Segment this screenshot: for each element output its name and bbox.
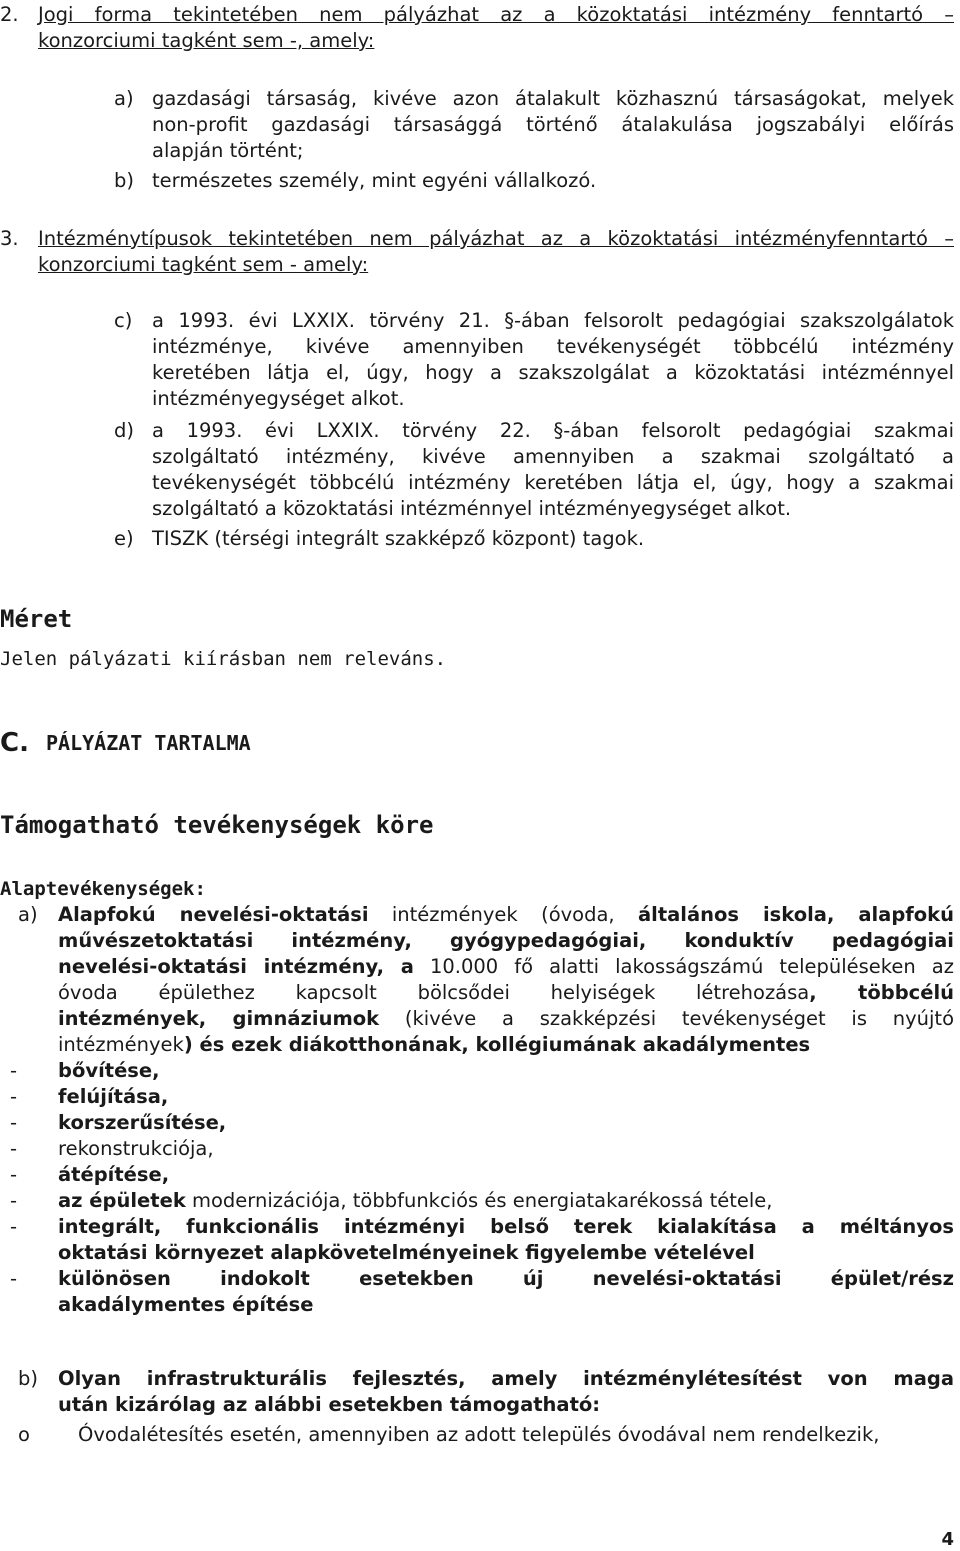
page-subheading: Támogatható tevékenységek köre	[0, 811, 434, 839]
list-item-text: TISZK (térségi integrált szakképző központ) tagok.	[152, 527, 645, 550]
plain-text: óvoda épülethez kapcsolt bölcsődei helyiségek létrehozása	[58, 981, 810, 1004]
bullet-text: Óvodalétesítés esetén, amennyiben az adott település óvodával nem rendelkezik,	[78, 1423, 880, 1446]
list-item-text: szolgáltató intézmény, kivéve amennyiben a szakmai szolgáltató a	[152, 445, 954, 468]
section-letter: C.	[0, 728, 29, 758]
dash-item: integrált, funkcionális intézményi belső terek kialakítása a méltányos	[58, 1215, 954, 1238]
list-label: a)	[114, 87, 134, 110]
list-item-text: intézménye, kivéve amennyiben tevékenységét többcélú intézmény	[152, 335, 954, 358]
dash-bullet: -	[10, 1163, 18, 1186]
plain-text: (kivéve a szakképzési tevékenységet is nyújtó	[379, 1007, 954, 1030]
item-2-heading-line2: konzorciumi tagként sem -, amely:	[38, 29, 375, 52]
bold-text: ) és ezek diákotthonának, kollégiumának akadálymentes	[183, 1033, 811, 1056]
alap-heading: Alaptevékenységek:	[0, 878, 206, 900]
list-label: a)	[18, 903, 38, 926]
dash-item-cont: akadálymentes építése	[58, 1293, 314, 1316]
dash-item	[58, 1188, 773, 1214]
list-item-text: gazdasági társaság, kivéve azon átalakult közhasznú társaságokat, melyek	[152, 87, 954, 110]
list-item-text: tevékenységét többcélú intézmény keretében látja el, úgy, hogy a szakmai	[152, 471, 954, 494]
dash-bullet: -	[10, 1215, 18, 1238]
alap-b-line1: Olyan infrastrukturális fejlesztés, amely intézménylétesítést von maga	[58, 1367, 954, 1390]
bold-text: intézmények, gimnáziumok	[58, 1007, 380, 1030]
dash-bullet: -	[10, 1137, 18, 1160]
dash-item: különösen indokolt esetekben új nevelési-oktatási épület/rész	[58, 1267, 954, 1290]
dash-item: átépítése,	[58, 1163, 170, 1186]
list-label: e)	[114, 527, 134, 550]
plain-text: 10.000 fő alatti lakosságszámú településeken az	[413, 955, 954, 978]
list-item-text: alapján történt;	[152, 139, 304, 162]
dash-item: bővítése,	[58, 1059, 160, 1082]
dash-bullet: -	[10, 1059, 18, 1082]
alap-a-line3	[58, 954, 954, 980]
alap-b-line2: után kizárólag az alábbi esetekben támogatható:	[58, 1393, 601, 1416]
list-item-text: a 1993. évi LXXIX. törvény 21. §-ában felsorolt pedagógiai szakszolgálatok	[152, 309, 954, 332]
dash-bullet: -	[10, 1085, 18, 1108]
list-label: b)	[114, 169, 134, 192]
dash-item: felújítása,	[58, 1085, 169, 1108]
list-item-text: a 1993. évi LXXIX. törvény 22. §-ában felsorolt pedagógiai szakmai	[152, 419, 954, 442]
list-label: c)	[114, 309, 133, 332]
meret-text: Jelen pályázati kiírásban nem releváns.	[0, 648, 447, 670]
list-label: d)	[114, 419, 134, 442]
alap-a-line4	[58, 980, 954, 1006]
item-2-heading-line1: Jogi forma tekintetében nem pályázhat az a közoktatási intézmény fenntartó –	[38, 3, 954, 26]
plain-text: modernizációja, többfunkciós és energiatakarékossá tétele,	[185, 1189, 773, 1212]
alap-a-line5	[58, 1006, 954, 1032]
alap-a-line2: művészetoktatási intézmény, gyógypedagógiai, konduktív pedagógiai	[58, 929, 954, 952]
section-title: PÁLYÁZAT TARTALMA	[46, 731, 251, 755]
dash-bullet: -	[10, 1111, 18, 1134]
bold-text: általános iskola, alapfokú	[637, 903, 955, 926]
list-item-text: keretében látja el, úgy, hogy a szakszolgálat a közoktatási intézménnyel	[152, 361, 954, 384]
page-number: 4	[941, 1529, 954, 1550]
dash-item: rekonstrukciója,	[58, 1137, 214, 1160]
alap-a-line6	[58, 1032, 810, 1058]
alap-a-line1	[58, 902, 954, 928]
item-number: 3.	[0, 227, 19, 250]
dash-item-cont: oktatási környezet alapkövetelményeinek figyelembe vételével	[58, 1241, 755, 1264]
item-number: 2.	[0, 3, 19, 26]
dash-item: korszerűsítése,	[58, 1111, 227, 1134]
bold-text: nevelési-oktatási intézmény, a	[58, 955, 414, 978]
list-item-text: szolgáltató a közoktatási intézménnyel intézményegységet alkot.	[152, 497, 792, 520]
dash-bullet: -	[10, 1267, 18, 1290]
item-3-heading-line2: konzorciumi tagként sem - amely:	[38, 253, 369, 276]
list-item-text: természetes személy, mint egyéni vállalkozó.	[152, 169, 597, 192]
list-label: b)	[18, 1367, 38, 1390]
list-item-text: intézményegységet alkot.	[152, 387, 405, 410]
plain-text: intézmények	[58, 1033, 184, 1056]
circle-bullet: o	[18, 1423, 30, 1446]
item-3-heading-line1: Intézménytípusok tekintetében nem pályázhat az a közoktatási intézményfenntartó –	[38, 227, 954, 250]
bold-text: az épületek	[58, 1189, 186, 1212]
plain-text: intézmények (óvoda,	[368, 903, 638, 926]
list-item-text: non-profit gazdasági társasággá történő átalakulása jogszabályi előírás	[152, 113, 954, 136]
section-heading-meret: Méret	[0, 605, 73, 633]
bold-text: Alapfokú nevelési-oktatási	[58, 903, 369, 926]
bold-text: , többcélú	[809, 981, 955, 1004]
dash-bullet: -	[10, 1189, 18, 1212]
